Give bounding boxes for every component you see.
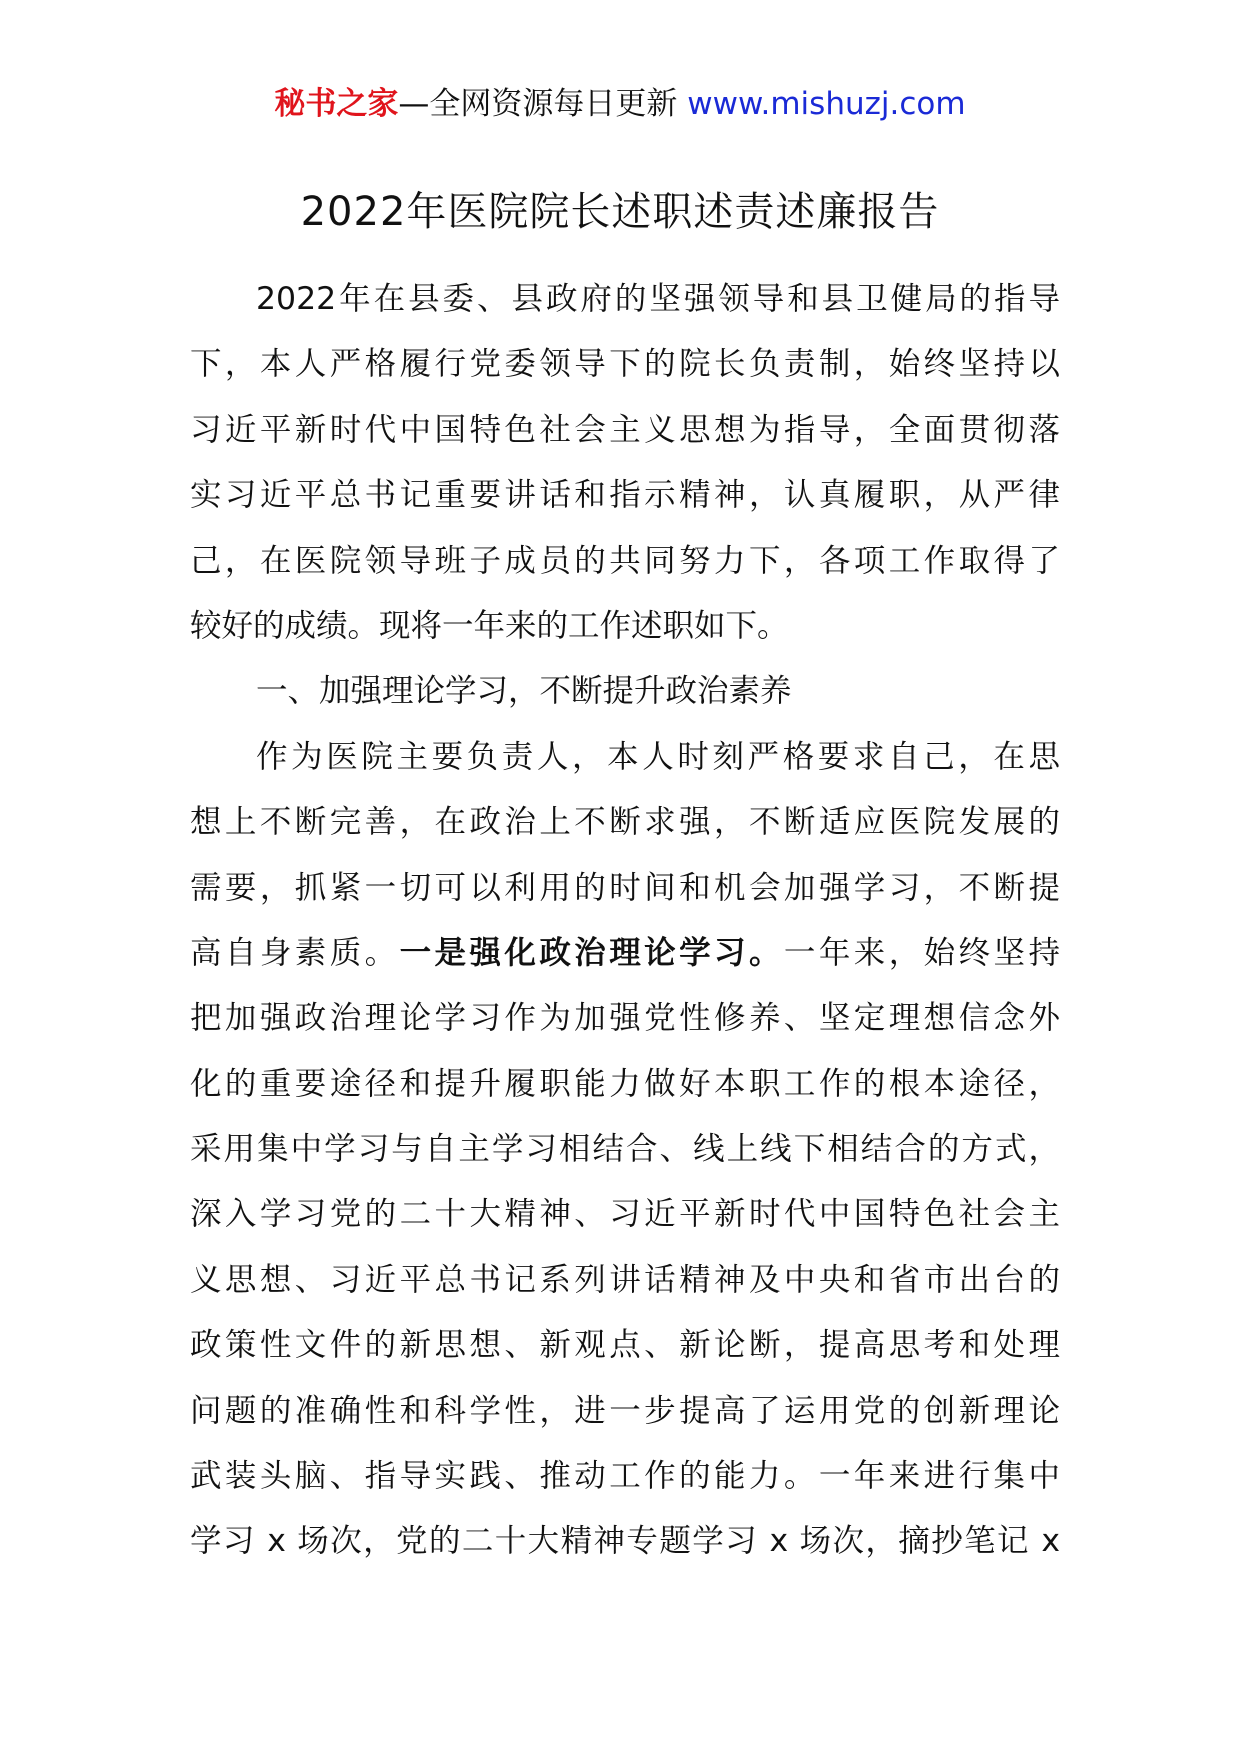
site-header <box>0 82 1240 126</box>
document-body <box>190 267 1060 1575</box>
paragraph-text: 一年来，始终坚持 <box>783 934 1060 971</box>
paragraph-line: 义思想、习近平总书记系列讲话精神及中央和省市出台的 <box>190 1261 1060 1298</box>
paragraph-line: 政策性文件的新思想、新观点、新论断，提高思考和处理 <box>190 1327 1060 1364</box>
site-url-link[interactable]: www.mishuzj.com <box>687 86 966 122</box>
brand-name: 秘书之家 <box>274 86 399 122</box>
paragraph-line: 学习 x 场次，党的二十大精神专题学习 x 场次，摘抄笔记 x <box>190 1523 1060 1560</box>
paragraph-line: 武装头脑、指导实践、推动工作的能力。一年来进行集中 <box>190 1458 1060 1495</box>
bold-lead-phrase: 一是强化政治理论学习。 <box>399 934 784 971</box>
paragraph-line: 把加强政治理论学习作为加强党性修养、坚定理想信念外 <box>190 1000 1060 1037</box>
paragraph-line: 下，本人严格履行党委领导下的院长负责制，始终坚持以 <box>190 346 1060 383</box>
paragraph-line: 作为医院主要负责人，本人时刻严格要求自己，在思 <box>256 738 1060 775</box>
paragraph-line: 2022年在县委、县政府的坚强领导和县卫健局的指导 <box>256 281 1060 317</box>
document-title: 2022年医院院长述职述责述廉报告 <box>300 189 940 235</box>
paragraph-line: 需要，抓紧一切可以利用的时间和机会加强学习，不断提 <box>190 869 1060 906</box>
paragraph-line: 己，在医院领导班子成员的共同努力下，各项工作取得了 <box>190 542 1060 579</box>
paragraph-line: 习近平新时代中国特色社会主义思想为指导，全面贯彻落 <box>190 411 1060 448</box>
paragraph-line-mixed <box>190 921 1060 986</box>
paragraph-line: 问题的准确性和科学性，进一步提高了运用党的创新理论 <box>190 1392 1060 1429</box>
paragraph-line: 想上不断完善，在政治上不断求强，不断适应医院发展的 <box>190 804 1060 841</box>
paragraph-text: 高自身素质。 <box>190 934 400 971</box>
paragraph-line: 化的重要途径和提升履职能力做好本职工作的根本途径， <box>190 1065 1060 1102</box>
section-heading: 一、加强理论学习，不断提升政治素养 <box>256 673 792 710</box>
paragraph-line: 较好的成绩。现将一年来的工作述职如下。 <box>190 607 789 644</box>
paragraph-line: 采用集中学习与自主学习相结合、线上线下相结合的方式， <box>190 1131 1060 1168</box>
paragraph-line: 深入学习党的二十大精神、习近平新时代中国特色社会主 <box>190 1196 1060 1233</box>
paragraph-line: 实习近平总书记重要讲话和指示精神，认真履职，从严律 <box>190 477 1060 514</box>
header-tagline: —全网资源每日更新 <box>398 86 688 122</box>
